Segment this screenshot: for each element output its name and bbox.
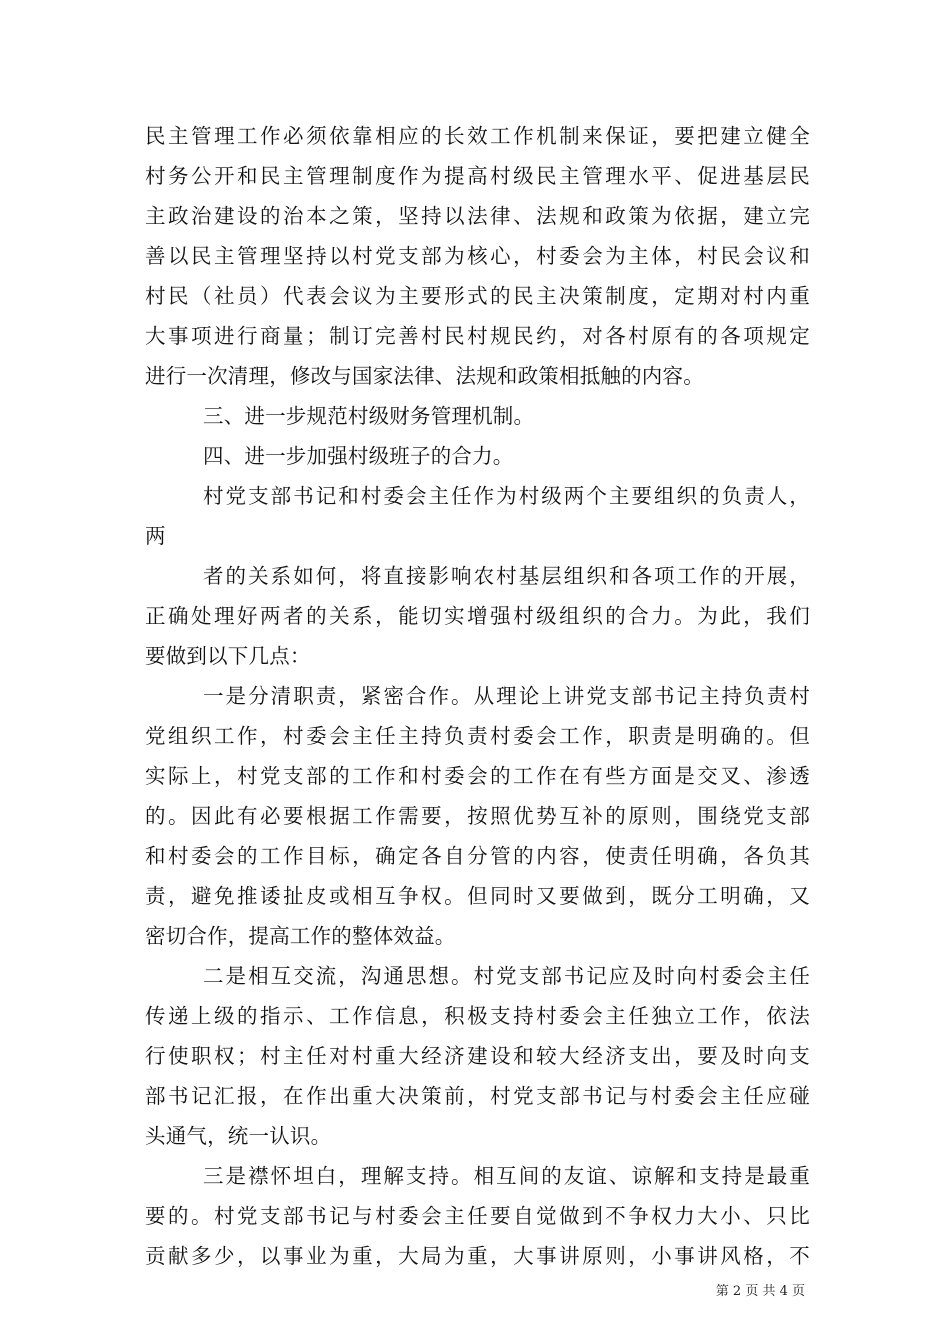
section-heading: 三、进一步规范村级财务管理机制。 <box>203 404 535 428</box>
text-line: 党组织工作，村委会主任主持负责村委会工作，职责是明确的。但 <box>145 724 810 748</box>
text-line: 和村委会的工作目标，确定各自分管的内容，使责任明确，各负其 <box>145 844 810 868</box>
text-line: 善以民主管理坚持以村党支部为核心，村委会为主体，村民会议和 <box>145 244 810 268</box>
text-line: 者的关系如何，将直接影响农村基层组织和各项工作的开展， <box>203 564 810 588</box>
text-line: 部书记汇报，在作出重大决策前，村党支部书记与村委会主任应碰 <box>145 1084 810 1108</box>
section-heading: 四、进一步加强村级班子的合力。 <box>203 444 514 468</box>
text-line: 村党支部书记和村委会主任作为村级两个主要组织的负责人， <box>203 484 810 508</box>
text-line: 二是相互交流，沟通思想。村党支部书记应及时向村委会主任 <box>203 964 810 988</box>
text-line: 村民（社员）代表会议为主要形式的民主决策制度，定期对村内重 <box>145 284 810 308</box>
text-line: 正确处理好两者的关系，能切实增强村级组织的合力。为此，我们 <box>145 604 810 628</box>
text-line: 贡献多少，以事业为重，大局为重，大事讲原则，小事讲风格，不 <box>145 1244 810 1268</box>
text-line: 进行一次清理，修改与国家法律、法规和政策相抵触的内容。 <box>145 364 704 388</box>
text-line: 责，避免推诿扯皮或相互争权。但同时又要做到，既分工明确，又 <box>145 884 810 908</box>
text-line: 要的。村党支部书记与村委会主任要自觉做到不争权力大小、只比 <box>145 1204 810 1228</box>
text-line: 要做到以下几点： <box>145 644 311 668</box>
text-line: 一是分清职责，紧密合作。从理论上讲党支部书记主持负责村 <box>203 684 810 708</box>
text-line: 三是襟怀坦白，理解支持。相互间的友谊、谅解和支持是最重 <box>203 1164 810 1188</box>
text-line: 头通气，统一认识。 <box>145 1124 332 1148</box>
text-line: 密切合作，提高工作的整体效益。 <box>145 924 456 948</box>
document-body <box>145 116 810 1276</box>
text-line: 行使职权；村主任对村重大经济建设和较大经济支出，要及时向支 <box>145 1044 810 1068</box>
text-line: 民主管理工作必须依靠相应的长效工作机制来保证，要把建立健全 <box>145 124 810 148</box>
text-line: 大事项进行商量；制订完善村民村规民约，对各村原有的各项规定 <box>145 324 810 348</box>
text-line: 主政治建设的治本之策，坚持以法律、法规和政策为依据，建立完 <box>145 204 810 228</box>
text-line: 传递上级的指示、工作信息，积极支持村委会主任独立工作，依法 <box>145 1004 810 1028</box>
text-line: 实际上，村党支部的工作和村委会的工作在有些方面是交叉、渗透 <box>145 764 810 788</box>
page-number: 第 2 页 共 4 页 <box>715 1284 805 1299</box>
text-line: 村务公开和民主管理制度作为提高村级民主管理水平、促进基层民 <box>145 164 810 188</box>
text-line: 的。因此有必要根据工作需要，按照优势互补的原则，围绕党支部 <box>145 804 810 828</box>
text-line: 两 <box>145 524 166 548</box>
